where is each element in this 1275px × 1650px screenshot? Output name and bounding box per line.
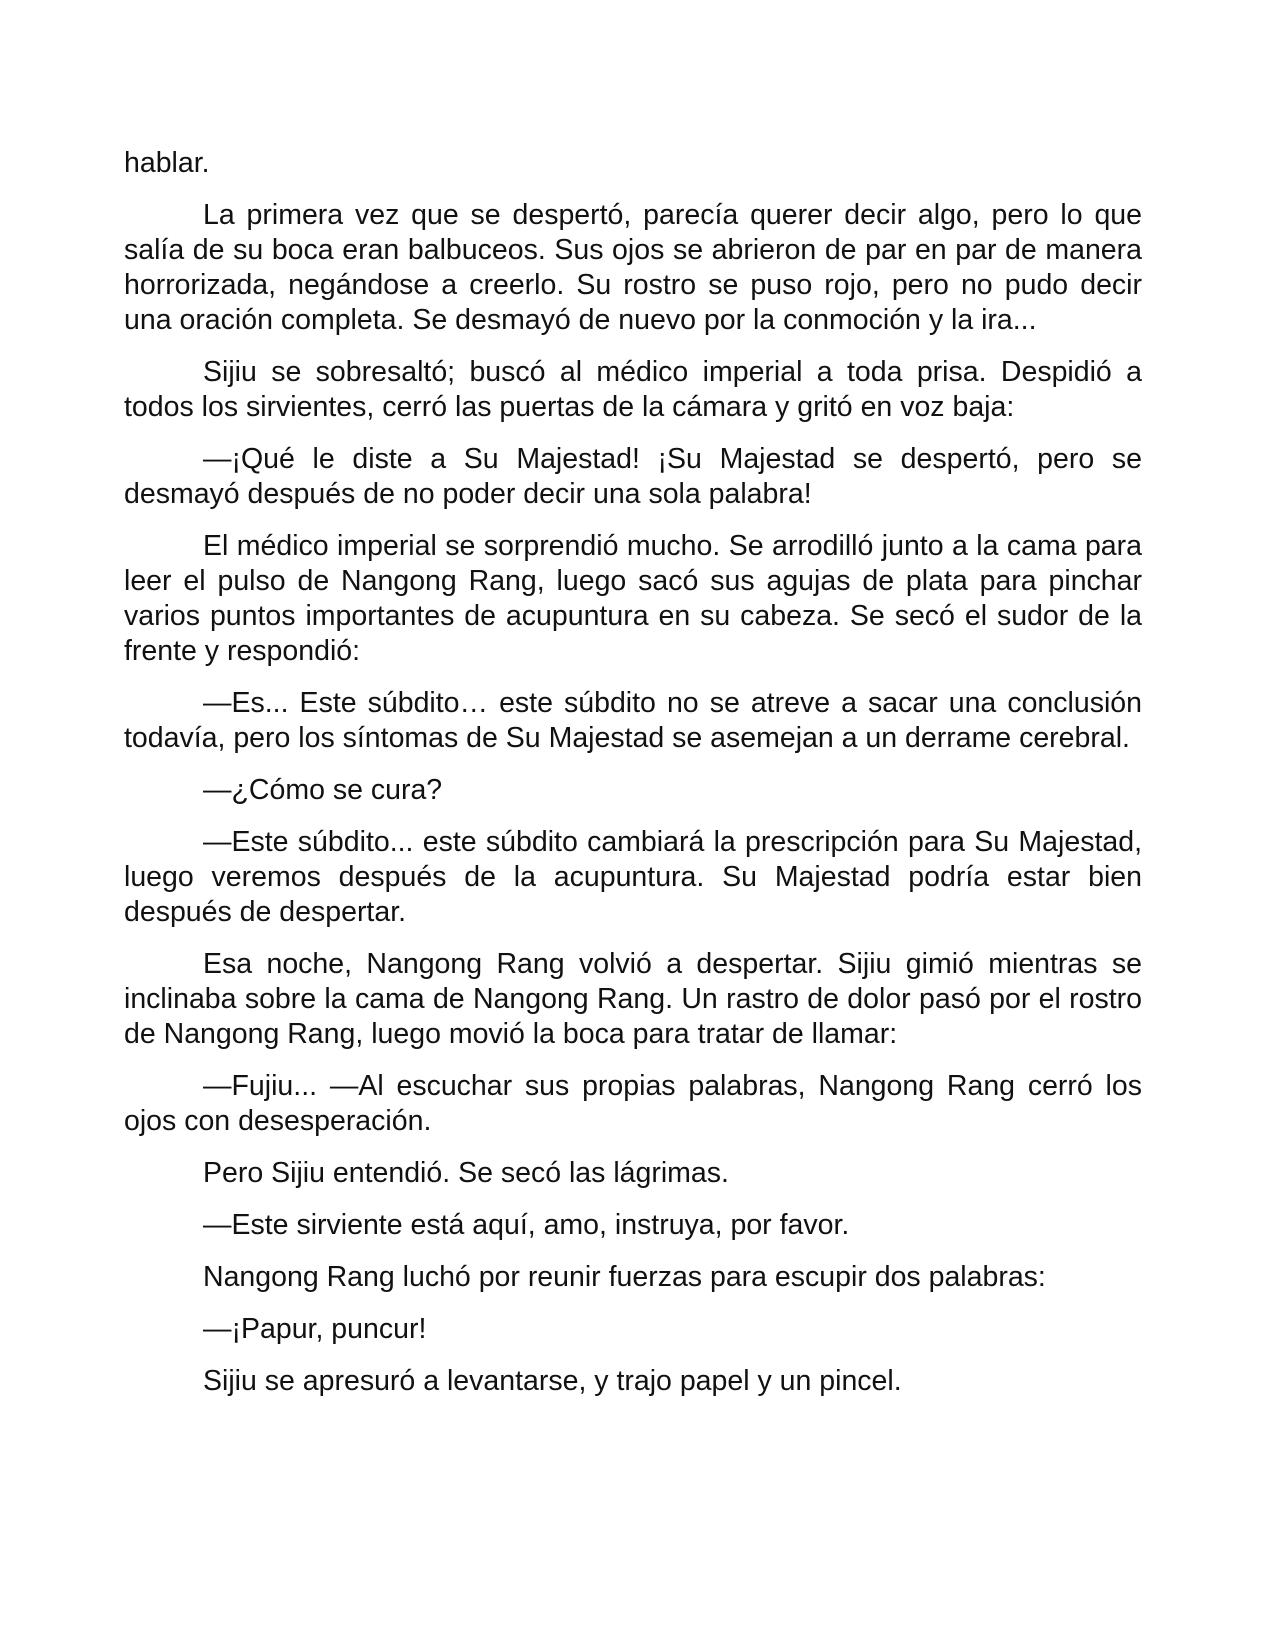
paragraph: Sijiu se sobresaltó; buscó al médico imperial a toda prisa. Despidió a todos los sirvientes, cerró las puertas de la cámara y gritó en voz baja:	[124, 356, 1142, 423]
paragraph: Pero Sijiu entendió. Se secó las lágrimas.	[203, 1157, 729, 1189]
paragraph: Esa noche, Nangong Rang volvió a despertar. Sijiu gimió mientras se inclinaba sobre la cama de Nangong Rang. Un rastro de dolor pasó por el rostro de Nangong Rang, luego movió la boca para tratar de llamar:	[124, 948, 1142, 1050]
paragraph: —Este súbdito... este súbdito cambiará la prescripción para Su Majestad, luego veremos después de la acupuntura. Su Majestad podría estar bien después de despertar.	[124, 826, 1142, 928]
document-page	[124, 146, 1142, 1416]
paragraph: —¡Qué le diste a Su Majestad! ¡Su Majestad se despertó, pero se desmayó después de no poder decir una sola palabra!	[124, 443, 1142, 510]
paragraph: Sijiu se apresuró a levantarse, y trajo papel y un pincel.	[203, 1365, 902, 1397]
paragraph: —Este sirviente está aquí, amo, instruya, por favor.	[203, 1209, 850, 1241]
paragraph: —¡Papur, puncur!	[203, 1313, 427, 1345]
paragraph: —¿Cómo se cura?	[203, 774, 443, 806]
paragraph: —Fujiu... —Al escuchar sus propias palabras, Nangong Rang cerró los ojos con desesperación.	[124, 1070, 1142, 1137]
paragraph: El médico imperial se sorprendió mucho. Se arrodilló junto a la cama para leer el pulso de Nangong Rang, luego sacó sus agujas de plata para pinchar varios puntos importantes de acupuntura en su cabeza. Se secó el sudor de la frente y respondió:	[124, 530, 1142, 667]
paragraph: —Es... Este súbdito… este súbdito no se atreve a sacar una conclusión todavía, pero los síntomas de Su Majestad se asemejan a un derrame cerebral.	[124, 687, 1142, 754]
paragraph: hablar.	[124, 147, 210, 179]
paragraph: La primera vez que se despertó, parecía querer decir algo, pero lo que salía de su boca eran balbuceos. Sus ojos se abrieron de par en par de manera horrorizada, negándose a creerlo. Su rostro se puso rojo, pero no pudo decir una oración completa. Se desmayó de nuevo por la conmoción y la ira...	[124, 199, 1142, 336]
paragraph: Nangong Rang luchó por reunir fuerzas para escupir dos palabras:	[203, 1261, 1046, 1293]
